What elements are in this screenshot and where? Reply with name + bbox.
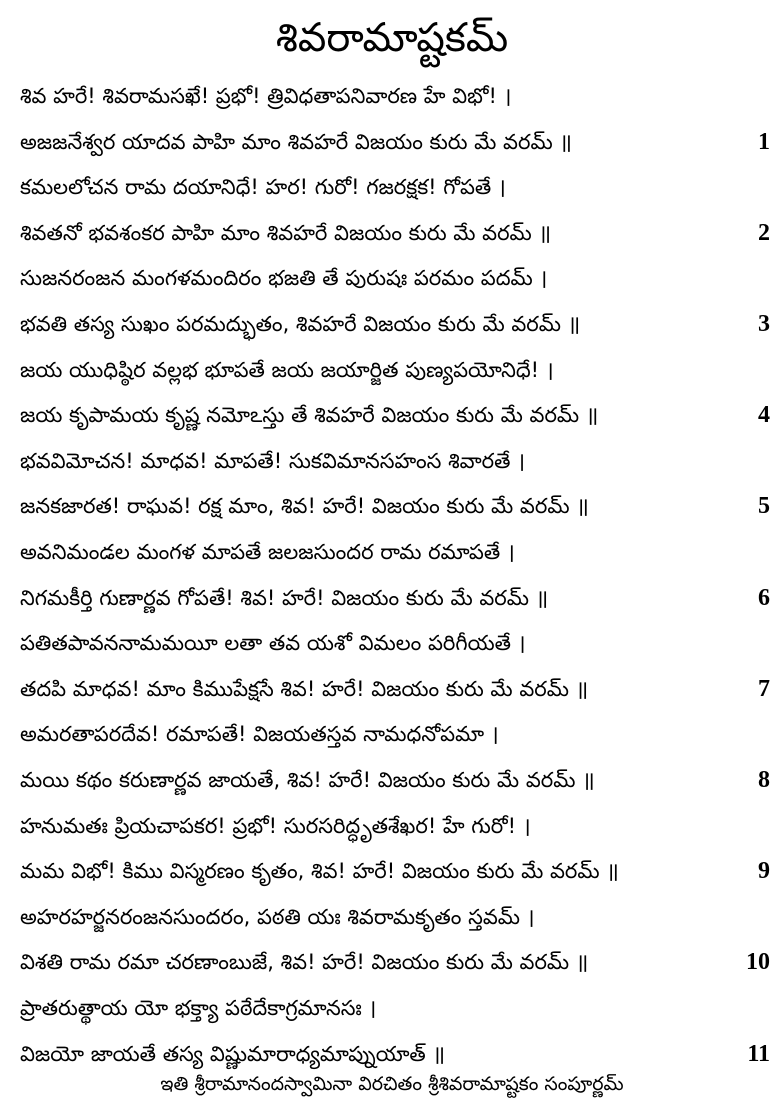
verse-line xyxy=(20,350,770,390)
verse-line-text: ప్రాతరుత్థాయ యో భక్త్యా పఠేదేకాగ్రమానసః । xyxy=(20,996,377,1020)
colophon: ఇతి శ్రీరామానందస్వామినా విరచితం శ్రీశివరామాష్టకం సంపూర్ణమ్ xyxy=(160,1073,624,1095)
verse-line-text: విశతి రామ రమా చరణాంబుజే, శివ! హరే! విజయం కురు మే వరమ్ ॥ xyxy=(20,950,589,975)
verse-number: 4 xyxy=(758,402,770,429)
verse-line-text: జనకజారత! రాఘవ! రక్ష మాం, శివ! హరే! విజయం కురు మే వరమ్ ॥ xyxy=(20,494,589,519)
verse-number: 8 xyxy=(758,767,770,793)
verse-line xyxy=(20,213,770,253)
verse-line-text: కమలలోచన రామ దయానిధే! హర! గురో! గజరక్షక! గోపతే । xyxy=(20,175,506,200)
verse-line-text: భవవిమోచన! మాధవ! మాపతే! సుకవిమానసహంస శివారతే । xyxy=(20,448,526,473)
verse-number: 1 xyxy=(758,128,770,155)
page-title: శివరామాష్టకమ్ xyxy=(275,15,509,61)
verse-line xyxy=(20,897,770,937)
verse-number: 9 xyxy=(758,858,770,885)
verse-number: 10 xyxy=(746,949,770,976)
verse-line-text: మయి కథం కరుణార్ణవ జాయతే, శివ! హరే! విజయం కురు మే వరమ్ ॥ xyxy=(20,768,595,792)
verse-line-text: జయ కృపామయ కృష్ణ నమోఽస్తు తే శివహరే విజయం కురు మే వరమ్ ॥ xyxy=(20,403,599,428)
verse-line-text: హనుమతః ప్రియచాపకర! ప్రభో! సురసరిద్ధృతశేఖర! హే గురో! । xyxy=(20,813,531,838)
verse-line xyxy=(20,714,770,754)
verse-line xyxy=(20,167,770,207)
verse-number: 5 xyxy=(758,493,770,520)
verse-number: 3 xyxy=(758,311,770,337)
verse-line-text: నిగమకీర్తి గుణార్ణవ గోపతే! శివ! హరే! విజయం కురు మే వరమ్ ॥ xyxy=(20,585,549,610)
verse-line-text: భవతి తస్య సుఖం పరమద్భుతం, శివహరే విజయం కురు మే వరమ్ ॥ xyxy=(20,312,581,336)
verse-line xyxy=(20,806,770,846)
verse-line-text: శివతనో భవశంకర పాహి మాం శివహరే విజయం కురు మే వరమ్ ॥ xyxy=(20,220,552,245)
verse-line xyxy=(20,578,770,618)
verse-line xyxy=(20,76,770,116)
verse-number: 6 xyxy=(758,584,770,611)
verse-line-text: విజయో జాయతే తస్య విష్ణుమారాధ్యమాప్నుయాత్ ॥ xyxy=(20,1041,446,1066)
verse-line xyxy=(20,669,770,709)
verse-line xyxy=(20,122,770,162)
verse-number: 2 xyxy=(758,219,770,246)
verse-number: 11 xyxy=(747,1040,770,1067)
verse-line xyxy=(20,851,770,891)
verse-line-text: మమ విభో! కిము విస్మరణం కృతం, శివ! హరే! విజయం కురు మే వరమ్ ॥ xyxy=(20,859,619,884)
verse-number: 7 xyxy=(758,675,770,702)
verse-line xyxy=(20,942,770,982)
verse-line xyxy=(20,988,770,1028)
verse-line xyxy=(20,258,770,298)
verse-line xyxy=(20,304,770,344)
verse-line xyxy=(20,395,770,435)
verse-line-text: తదపి మాధవ! మాం కిముపేక్షసే శివ! హరే! విజయం కురు మే వరమ్ ॥ xyxy=(20,676,589,701)
verse-line-text: అమరతాపరదేవ! రమాపతే! విజయతస్తవ నామధనోపమా । xyxy=(20,722,499,747)
verse-line-text: అహరహర్జనరంజనసుందరం, పఠతి యః శివరామకృతం స్తవమ్ । xyxy=(20,904,535,929)
verse-line-text: సుజనరంజన మంగళమందిరం భజతి తే పురుషః పరమం పదమ్ । xyxy=(20,266,548,291)
verse-line xyxy=(20,532,770,572)
verse-line xyxy=(20,441,770,481)
verse-line-text: జయ యుధిష్ఠిర వల్లభ భూపతే జయ జయార్జిత పుణ్యపయోనిధే! । xyxy=(20,357,554,382)
verse-line-text: పతితపావననామమయీ లతా తవ యశో విమలం పరిగీయతే । xyxy=(20,631,526,656)
verse-line-text: అజజనేశ్వర యాదవ పాహి మాం శివహరే విజయం కురు మే వరమ్ ॥ xyxy=(20,129,572,154)
verse-line xyxy=(20,486,770,526)
verse-line xyxy=(20,760,770,800)
verse-line xyxy=(20,623,770,663)
verse-line-text: శివ హరే! శివరామసఖే! ప్రభో! త్రివిధతాపనివారణ హే విభో! । xyxy=(20,84,512,108)
verse-line-text: అవనిమండల మంగళ మాపతే జలజసుందర రామ రమాపతే । xyxy=(20,540,515,564)
